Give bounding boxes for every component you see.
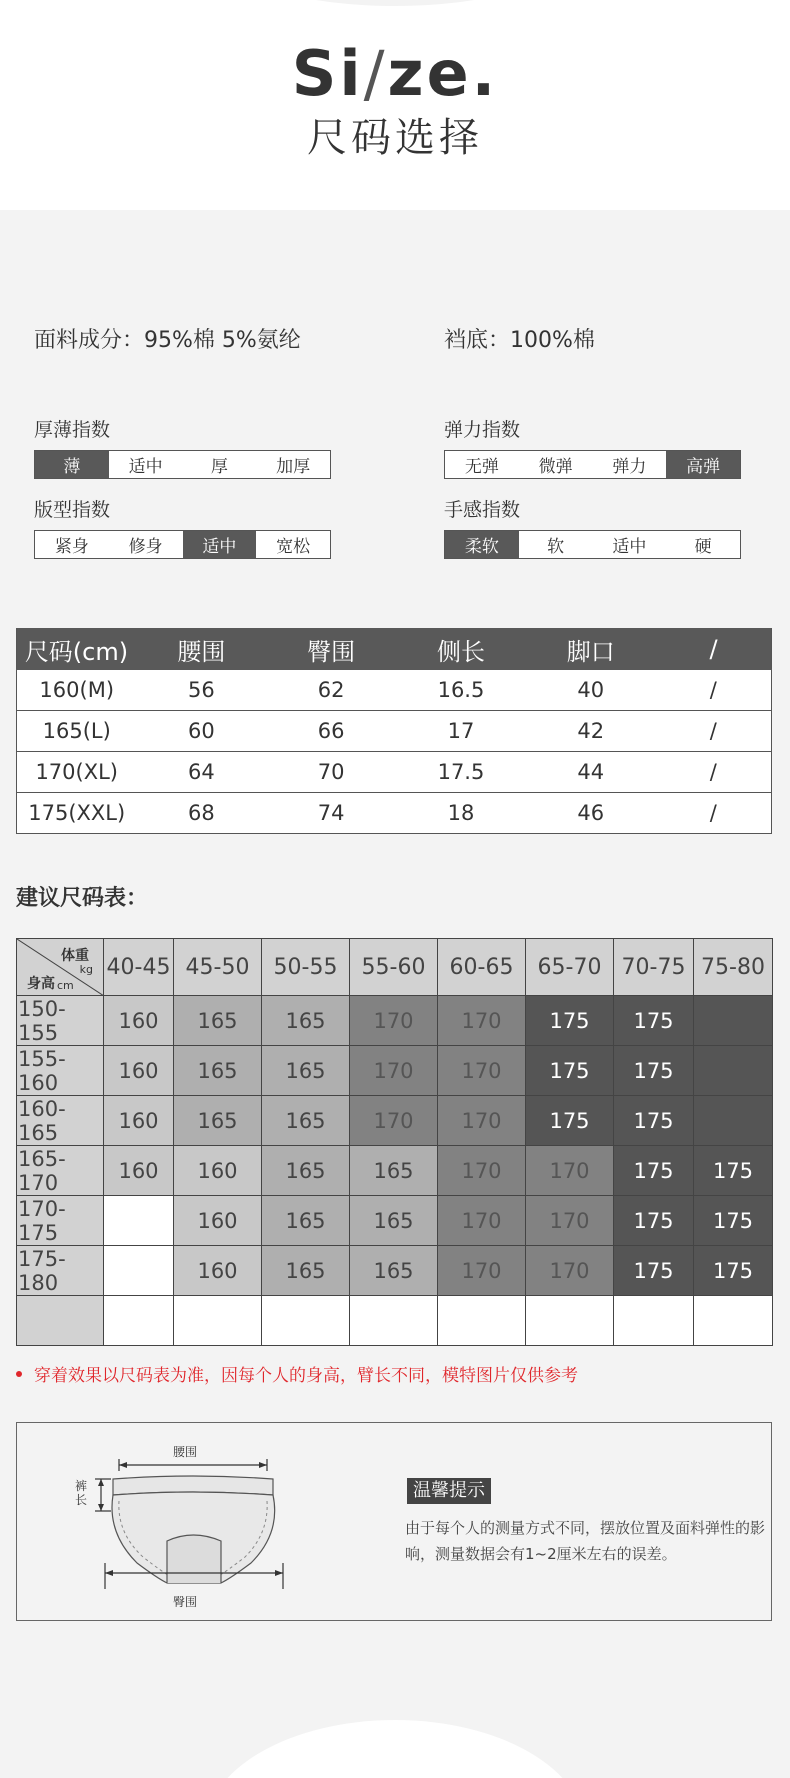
recommend-size-cell bbox=[174, 1296, 262, 1346]
recommend-size-cell bbox=[694, 1096, 773, 1146]
title-en: Si/ze. bbox=[291, 37, 499, 110]
recommend-size-cell bbox=[104, 1296, 174, 1346]
size-cell: 170(XL) bbox=[17, 752, 137, 793]
recommend-size-cell: 165 bbox=[350, 1146, 438, 1196]
recommend-size-cell: 170 bbox=[438, 1146, 526, 1196]
size-cell: 64 bbox=[136, 752, 266, 793]
index-option: 修身 bbox=[128, 537, 163, 557]
recommend-size-cell: 175 bbox=[694, 1196, 773, 1246]
recommend-size-cell: 165 bbox=[262, 1096, 350, 1146]
header-cell: 腰围 bbox=[136, 629, 266, 670]
recommend-size-cell: 170 bbox=[350, 996, 438, 1046]
recommend-size-cell: 170 bbox=[526, 1146, 614, 1196]
fit-note-text: 穿着效果以尺码表为准，因每个人的身高，臂长不同，模特图片仅供参考 bbox=[34, 1366, 578, 1386]
recommend-size-cell: 165 bbox=[262, 1146, 350, 1196]
size-cell: 66 bbox=[266, 711, 396, 752]
recommend-size-cell: 175 bbox=[614, 1146, 694, 1196]
header-cell: 脚口 bbox=[526, 629, 656, 670]
size-cell: 17.5 bbox=[396, 752, 526, 793]
height-row-label: 165-170 bbox=[17, 1146, 104, 1196]
weight-col-header: 45-50 bbox=[174, 939, 262, 996]
height-row-label bbox=[17, 1296, 104, 1346]
recommend-size-cell: 175 bbox=[614, 1246, 694, 1296]
size-cell: / bbox=[656, 711, 772, 752]
size-cell: 62 bbox=[266, 670, 396, 711]
recommend-size-cell bbox=[104, 1196, 174, 1246]
index-option: 厚 bbox=[210, 457, 228, 477]
size-cell: / bbox=[656, 793, 772, 834]
size-cell: 165(L) bbox=[17, 711, 137, 752]
recommend-row bbox=[17, 1096, 773, 1146]
recommend-header-row bbox=[17, 939, 773, 996]
bottom-decoration bbox=[0, 1700, 790, 1778]
recommend-size-cell: 170 bbox=[526, 1196, 614, 1246]
index-option: 紧身 bbox=[54, 537, 89, 557]
recommend-table bbox=[16, 938, 773, 1346]
recommend-size-cell: 175 bbox=[694, 1246, 773, 1296]
recommend-row bbox=[17, 1146, 773, 1196]
recommend-size-cell: 160 bbox=[104, 1146, 174, 1196]
index-option: 柔软 bbox=[445, 531, 519, 558]
size-cell: 68 bbox=[136, 793, 266, 834]
recommend-size-cell: 165 bbox=[174, 1046, 262, 1096]
index-option: 硬 bbox=[694, 537, 712, 557]
size-cell: 17 bbox=[396, 711, 526, 752]
corner-height-label: 身高 bbox=[27, 976, 55, 992]
weight-col-header: 40-45 bbox=[104, 939, 174, 996]
recommend-size-cell bbox=[694, 996, 773, 1046]
recommend-size-cell: 160 bbox=[104, 1046, 174, 1096]
corner-kg-label: kg bbox=[79, 963, 93, 976]
recommend-size-cell: 170 bbox=[438, 996, 526, 1046]
recommend-size-cell bbox=[262, 1296, 350, 1346]
recommend-size-cell: 160 bbox=[174, 1246, 262, 1296]
index-option: 适中 bbox=[612, 537, 647, 557]
recommend-size-cell bbox=[526, 1296, 614, 1346]
recommend-size-cell bbox=[350, 1296, 438, 1346]
recommend-size-cell: 165 bbox=[174, 1096, 262, 1146]
weight-col-header: 65-70 bbox=[526, 939, 614, 996]
index-option: 加厚 bbox=[276, 457, 311, 477]
recommend-size-cell: 170 bbox=[438, 1196, 526, 1246]
recommend-row bbox=[17, 1246, 773, 1296]
recommend-size-cell: 170 bbox=[350, 1046, 438, 1096]
height-row-label: 150-155 bbox=[17, 996, 104, 1046]
fit-index-title: 版型指数 bbox=[34, 499, 111, 521]
size-cell: 46 bbox=[526, 793, 656, 834]
height-row-label: 155-160 bbox=[17, 1046, 104, 1096]
index-option: 无弹 bbox=[464, 457, 499, 477]
recommend-size-cell: 175 bbox=[614, 1096, 694, 1146]
size-table-header bbox=[17, 629, 772, 670]
recommend-size-cell: 165 bbox=[174, 996, 262, 1046]
size-row bbox=[17, 752, 772, 793]
recommend-title: 建议尺码表： bbox=[16, 886, 149, 911]
index-option: 适中 bbox=[128, 457, 163, 477]
header-cell: 侧长 bbox=[396, 629, 526, 670]
height-row-label: 170-175 bbox=[17, 1196, 104, 1246]
recommend-size-cell: 165 bbox=[350, 1246, 438, 1296]
size-cell: 74 bbox=[266, 793, 396, 834]
index-option: 微弹 bbox=[538, 457, 573, 477]
feel-index-title: 手感指数 bbox=[444, 499, 521, 521]
size-cell: 56 bbox=[136, 670, 266, 711]
size-cell: 44 bbox=[526, 752, 656, 793]
recommend-size-cell bbox=[614, 1296, 694, 1346]
briefs-diagram bbox=[57, 1423, 287, 1622]
feel-index-bar bbox=[444, 530, 741, 559]
corner-weight-label: 体重 bbox=[61, 948, 89, 964]
tip-box bbox=[16, 1422, 772, 1621]
thickness-index-bar bbox=[34, 450, 331, 479]
recommend-size-cell: 170 bbox=[438, 1046, 526, 1096]
recommend-size-cell: 175 bbox=[526, 1096, 614, 1146]
recommend-size-cell: 175 bbox=[694, 1146, 773, 1196]
size-cell: 18 bbox=[396, 793, 526, 834]
weight-col-header: 70-75 bbox=[614, 939, 694, 996]
tip-text: 由于每个人的测量方式不同，摆放位置及面料弹性的影响，测量数据会有1~2厘米左右的误差。 bbox=[405, 1519, 766, 1563]
recommend-row bbox=[17, 1296, 773, 1346]
recommend-size-cell: 175 bbox=[614, 1046, 694, 1096]
weight-col-header: 55-60 bbox=[350, 939, 438, 996]
header-cell: / bbox=[656, 629, 772, 670]
recommend-size-cell bbox=[694, 1046, 773, 1096]
recommend-size-cell: 165 bbox=[350, 1196, 438, 1246]
fit-index-bar bbox=[34, 530, 331, 559]
index-option: 适中 bbox=[183, 531, 257, 558]
size-cell: 175(XXL) bbox=[17, 793, 137, 834]
weight-col-header: 60-65 bbox=[438, 939, 526, 996]
bullet-dot bbox=[16, 1371, 22, 1377]
index-option: 薄 bbox=[35, 451, 109, 478]
recommend-size-cell: 160 bbox=[174, 1196, 262, 1246]
elasticity-index-bar bbox=[444, 450, 741, 479]
recommend-size-cell bbox=[438, 1296, 526, 1346]
height-row-label: 160-165 bbox=[17, 1096, 104, 1146]
fabric-composition: 面料成分：95%棉 5%氨纶 bbox=[34, 328, 301, 353]
header bbox=[0, 0, 790, 210]
size-row bbox=[17, 670, 772, 711]
size-row bbox=[17, 711, 772, 752]
size-table bbox=[16, 628, 772, 834]
index-option: 弹力 bbox=[612, 457, 647, 477]
recommend-size-cell: 175 bbox=[614, 996, 694, 1046]
fit-note bbox=[16, 1364, 578, 1388]
side-length-label: 裤长 bbox=[75, 1479, 88, 1507]
index-option: 软 bbox=[547, 537, 565, 557]
size-cell: 70 bbox=[266, 752, 396, 793]
recommend-row bbox=[17, 1046, 773, 1096]
index-option: 高弹 bbox=[666, 451, 740, 478]
size-cell: 160(M) bbox=[17, 670, 137, 711]
recommend-size-cell: 165 bbox=[262, 1246, 350, 1296]
recommend-size-cell: 170 bbox=[350, 1096, 438, 1146]
tip-tag: 温馨提示 bbox=[407, 1478, 491, 1504]
size-cell: 40 bbox=[526, 670, 656, 711]
weight-col-header: 75-80 bbox=[694, 939, 773, 996]
size-cell: 42 bbox=[526, 711, 656, 752]
recommend-size-cell: 160 bbox=[104, 996, 174, 1046]
top-decoration bbox=[0, 0, 790, 10]
corner-cell bbox=[17, 939, 104, 996]
elasticity-index-title: 弹力指数 bbox=[444, 419, 521, 441]
corner-cm-label: cm bbox=[57, 979, 74, 992]
recommend-row bbox=[17, 1196, 773, 1246]
size-cell: / bbox=[656, 670, 772, 711]
recommend-size-cell: 165 bbox=[262, 1046, 350, 1096]
weight-col-header: 50-55 bbox=[262, 939, 350, 996]
hip-label: 臀围 bbox=[173, 1595, 198, 1609]
size-cell: 60 bbox=[136, 711, 266, 752]
recommend-size-cell: 165 bbox=[262, 996, 350, 1046]
thickness-index-title: 厚薄指数 bbox=[34, 419, 111, 441]
recommend-size-cell bbox=[694, 1296, 773, 1346]
recommend-size-cell: 160 bbox=[174, 1146, 262, 1196]
recommend-size-cell: 165 bbox=[262, 1196, 350, 1246]
size-cell: / bbox=[656, 752, 772, 793]
header-cell: 尺码(cm) bbox=[17, 629, 137, 670]
recommend-size-cell bbox=[104, 1246, 174, 1296]
recommend-size-cell: 175 bbox=[526, 996, 614, 1046]
recommend-size-cell: 170 bbox=[526, 1246, 614, 1296]
recommend-size-cell: 175 bbox=[614, 1196, 694, 1246]
size-cell: 16.5 bbox=[396, 670, 526, 711]
recommend-row bbox=[17, 996, 773, 1046]
index-option: 宽松 bbox=[276, 537, 311, 557]
header-cell: 臀围 bbox=[266, 629, 396, 670]
recommend-size-cell: 170 bbox=[438, 1246, 526, 1296]
recommend-size-cell: 175 bbox=[526, 1046, 614, 1096]
recommend-size-cell: 170 bbox=[438, 1096, 526, 1146]
title-cn: 尺码选择 bbox=[307, 115, 483, 161]
recommend-size-cell: 160 bbox=[104, 1096, 174, 1146]
crotch-composition: 裆底：100%棉 bbox=[444, 328, 595, 353]
size-row bbox=[17, 793, 772, 834]
height-row-label: 175-180 bbox=[17, 1246, 104, 1296]
waist-label: 腰围 bbox=[173, 1445, 198, 1459]
